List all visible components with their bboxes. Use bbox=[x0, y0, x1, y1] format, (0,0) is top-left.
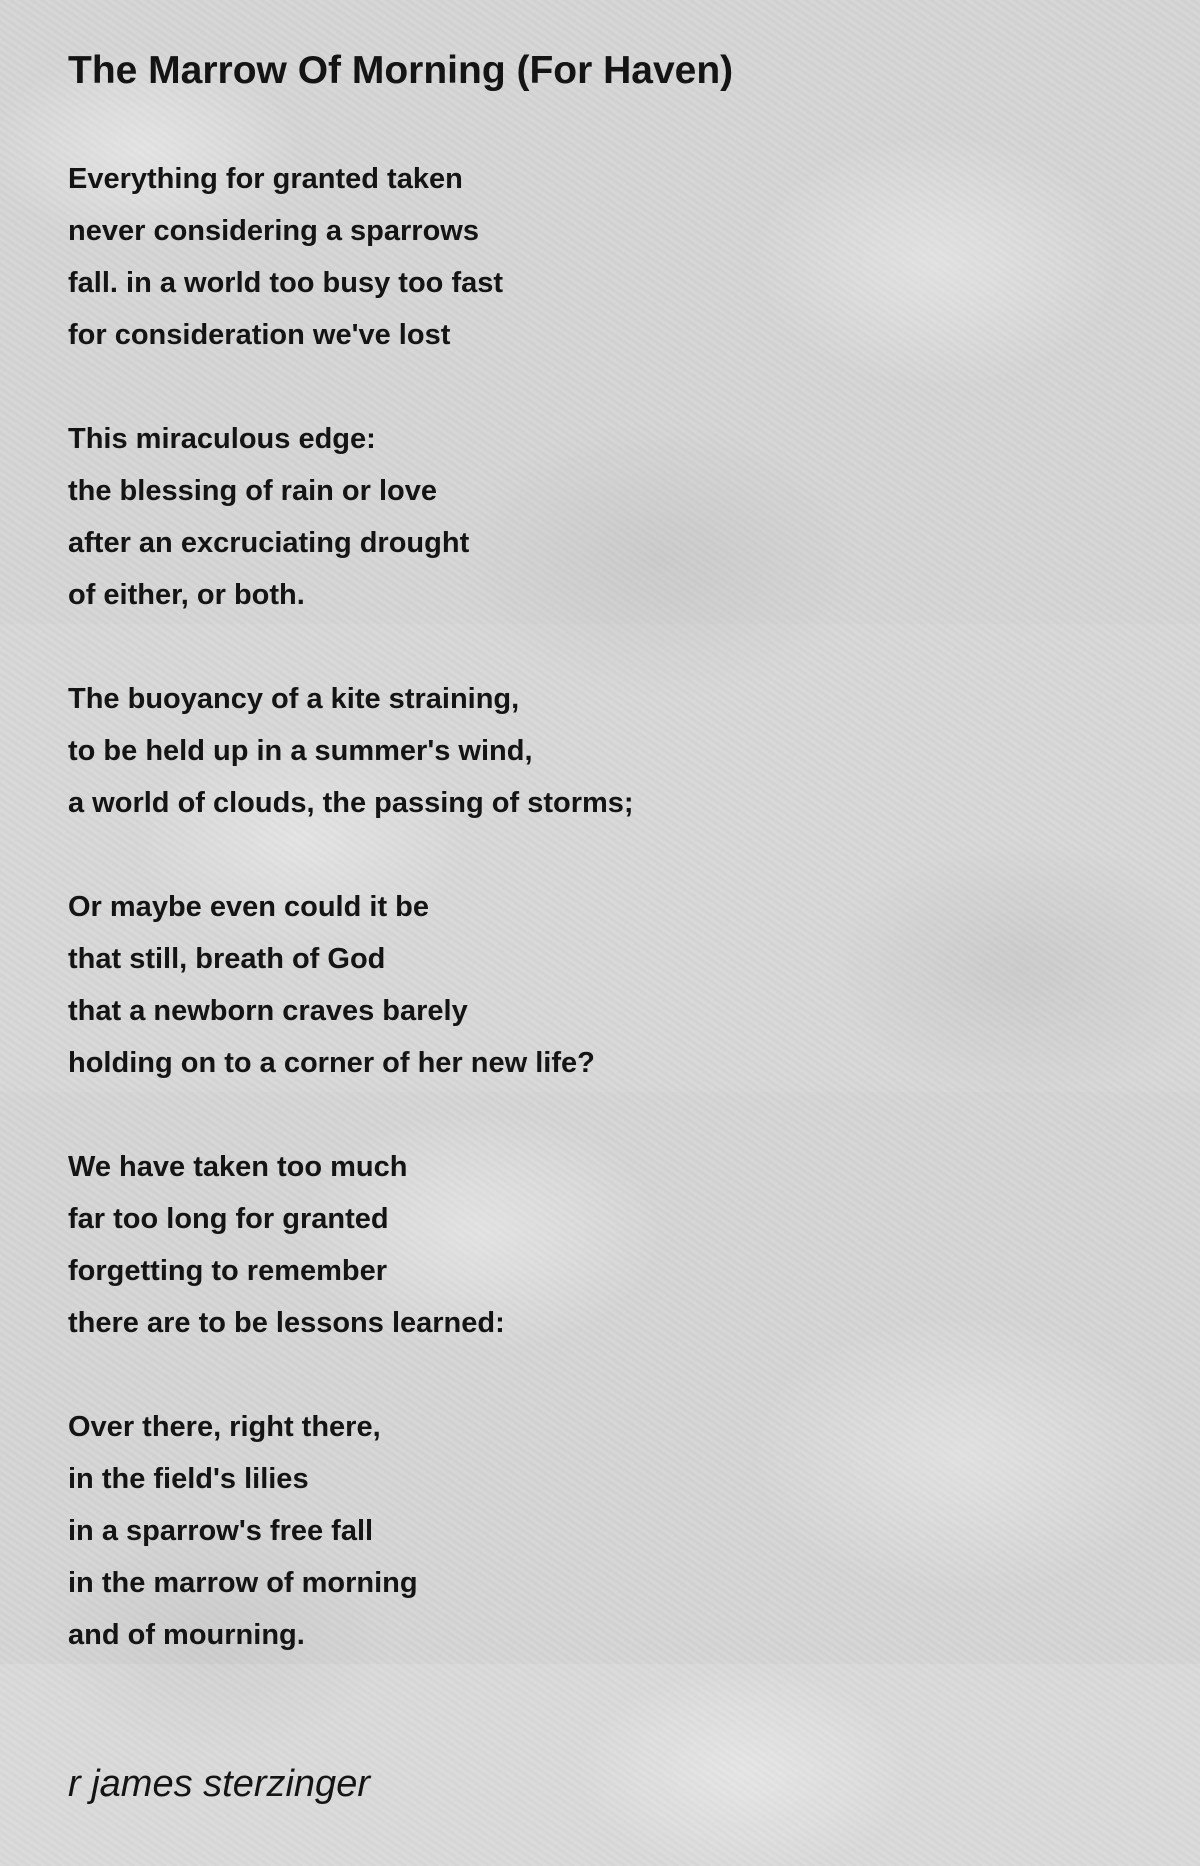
poem-body bbox=[68, 153, 634, 1661]
poem-line: never considering a sparrows bbox=[68, 215, 479, 247]
stanza-gap bbox=[68, 1089, 634, 1141]
poem-author: r james sterzinger bbox=[68, 1763, 370, 1805]
stanza-1 bbox=[68, 153, 634, 361]
poem-line: Over there, right there, bbox=[68, 1411, 381, 1443]
stanza-gap bbox=[68, 829, 634, 881]
poem-line: of either, or both. bbox=[68, 579, 305, 611]
poem-line: after an excruciating drought bbox=[68, 527, 470, 559]
poem-line: The buoyancy of a kite straining, bbox=[68, 683, 520, 715]
stanza-4 bbox=[68, 881, 634, 1089]
stanza-gap bbox=[68, 361, 634, 413]
poem-line: far too long for granted bbox=[68, 1203, 389, 1235]
poem-line: for consideration we've lost bbox=[68, 319, 451, 351]
poem-line: to be held up in a summer's wind, bbox=[68, 735, 533, 767]
stanza-5 bbox=[68, 1141, 634, 1349]
poem-line: forgetting to remember bbox=[68, 1255, 388, 1287]
stanza-gap bbox=[68, 621, 634, 673]
stanza-3 bbox=[68, 673, 634, 829]
poem-line: there are to be lessons learned: bbox=[68, 1307, 505, 1339]
poem-line: that still, breath of God bbox=[68, 943, 386, 975]
stanza-6 bbox=[68, 1401, 634, 1661]
poem-line: in a sparrow's free fall bbox=[68, 1515, 374, 1547]
poem-line: the blessing of rain or love bbox=[68, 475, 438, 507]
poem-line: fall. in a world too busy too fast bbox=[68, 267, 504, 299]
poem-title: The Marrow Of Morning (For Haven) bbox=[68, 49, 734, 92]
stanza-gap bbox=[68, 1349, 634, 1401]
poem-line: in the marrow of morning bbox=[68, 1567, 418, 1599]
poem-line: holding on to a corner of her new life? bbox=[68, 1047, 595, 1079]
poem-line: in the field's lilies bbox=[68, 1463, 309, 1495]
stanza-2 bbox=[68, 413, 634, 621]
poem-line: a world of clouds, the passing of storms; bbox=[68, 787, 634, 819]
poem-line: and of mourning. bbox=[68, 1619, 305, 1651]
poem-line: This miraculous edge: bbox=[68, 423, 376, 455]
poem-line: Everything for granted taken bbox=[68, 163, 463, 195]
poem-line: Or maybe even could it be bbox=[68, 891, 429, 923]
poem-line: We have taken too much bbox=[68, 1151, 408, 1183]
poem-line: that a newborn craves barely bbox=[68, 995, 468, 1027]
